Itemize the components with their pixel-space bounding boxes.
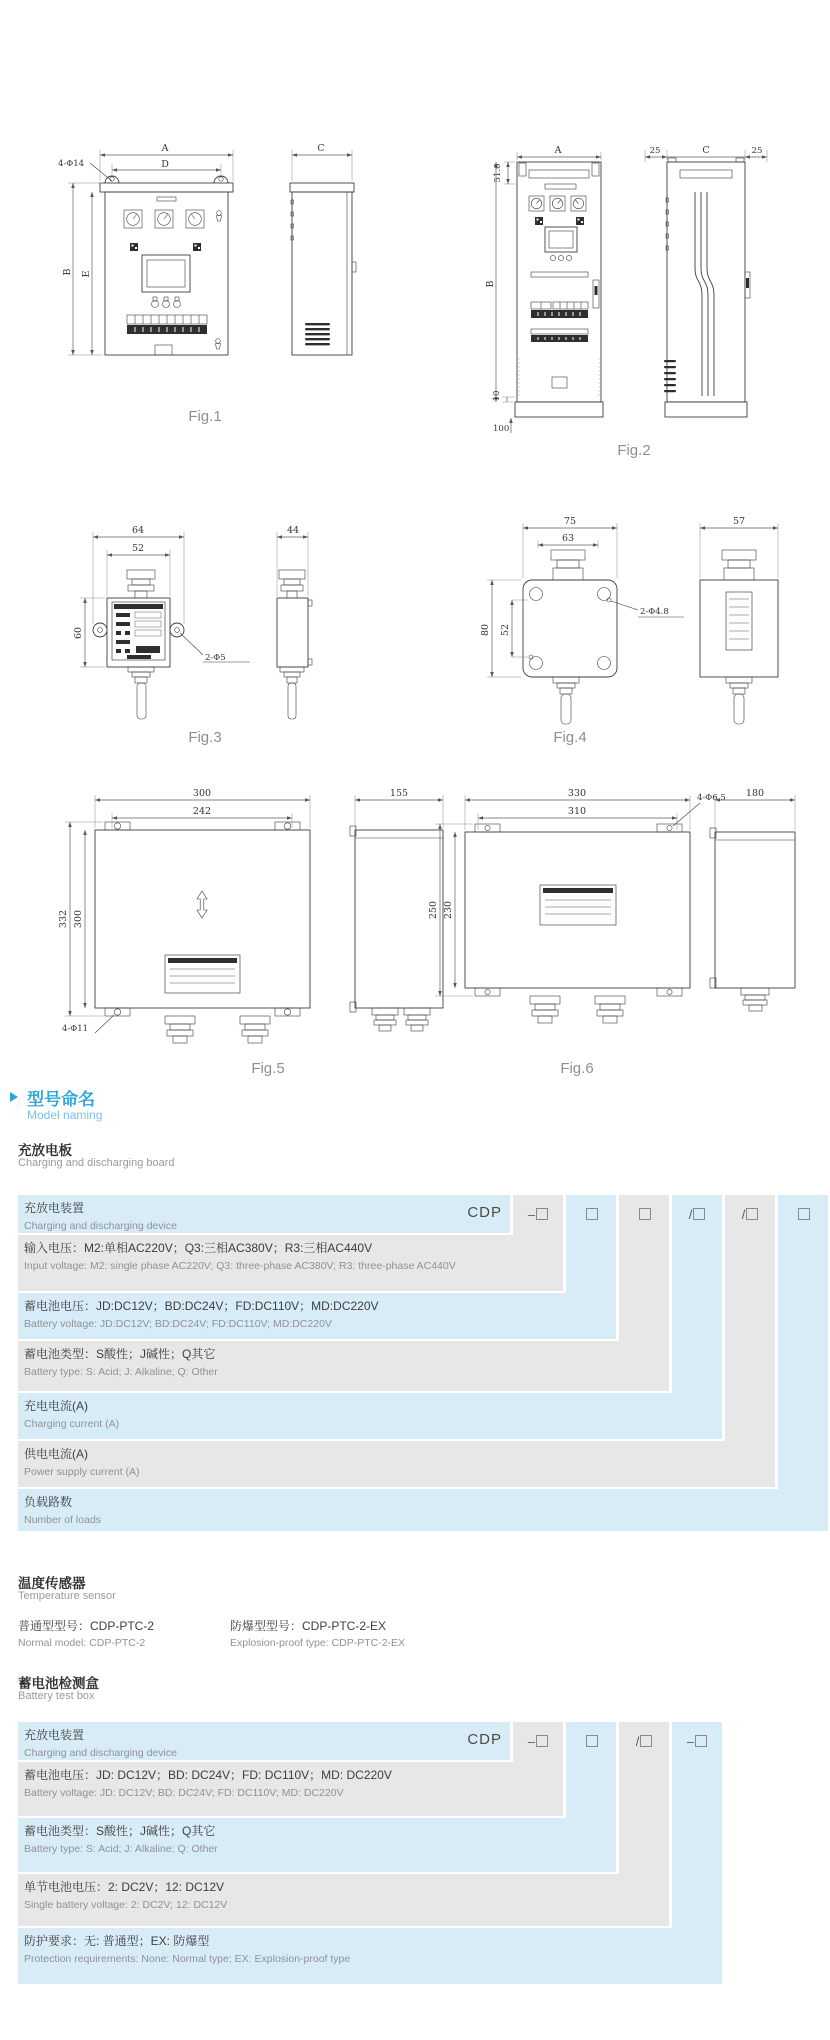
fig2-dim-right25: 25	[751, 146, 763, 156]
figure-6-drawing	[428, 788, 795, 1077]
temp-sensor-explosion-model: 防爆型型号：CDP-PTC-2-EX	[230, 1619, 387, 1633]
box-prefix: /	[688, 1206, 693, 1222]
board-code-box-2	[566, 1195, 616, 1233]
row-label-en: Number of loads	[24, 1514, 102, 1527]
row-label-cn: 供电电流(A)	[24, 1447, 88, 1461]
row-label-en: Battery type: S: Acid; J: Alkaline; Q: Other	[24, 1366, 218, 1379]
row-label-en: Charging current (A)	[24, 1418, 120, 1431]
placeholder-box-icon	[798, 1208, 810, 1220]
fig1-holes-label: 4-Φ14	[58, 159, 85, 169]
section-title: 型号命名	[27, 1090, 95, 1109]
fig1-dim-A: A	[161, 143, 169, 154]
fig6-dim-250: 250	[428, 900, 439, 920]
figure-3-drawing	[73, 525, 312, 746]
temp-sensor-explosion-model-en: Explosion-proof type: CDP-PTC-2-EX	[230, 1637, 406, 1649]
board-code-box-1	[513, 1195, 563, 1233]
row-label-en: Battery voltage: JD:DC12V; BD:DC24V; FD:DC110V; MD:DC220V	[24, 1318, 332, 1331]
figure-2-drawing	[485, 145, 767, 459]
fig5-dim-242: 242	[192, 806, 212, 817]
fig2-dim-B: B	[485, 280, 496, 288]
section-bullet-icon	[10, 1092, 18, 1102]
fig1-caption: Fig.1	[188, 408, 222, 425]
board-code-box-3	[619, 1195, 669, 1233]
board-row-supply-current	[18, 1441, 775, 1487]
row-label-cn: 充放电装置	[24, 1201, 85, 1215]
testbox-code-box-3	[619, 1722, 669, 1760]
section-title-en: Model naming	[27, 1108, 103, 1122]
board-code-box-6	[778, 1195, 828, 1233]
fig1-dim-C: C	[317, 143, 325, 154]
testbox-row-protection	[18, 1928, 722, 1984]
placeholder-box-icon	[639, 1208, 651, 1220]
board-code-box-5	[725, 1195, 775, 1233]
row-label-en: Charging and discharging device	[24, 1220, 177, 1233]
board-row-battery-voltage	[18, 1293, 616, 1339]
testbox-code-box-4	[672, 1722, 722, 1760]
temp-sensor-normal-model: 普通型型号：CDP-PTC-2	[18, 1619, 155, 1633]
fig2-dim-left25: 25	[649, 146, 661, 156]
board-row-charging-current	[18, 1393, 722, 1439]
placeholder-box-icon	[586, 1208, 598, 1220]
fig2-dim-C: C	[702, 145, 710, 156]
fig3-dim-60: 60	[73, 626, 84, 640]
testbox-code-box-2	[566, 1722, 616, 1760]
box-prefix: /	[635, 1733, 640, 1749]
fig4-dim-75: 75	[563, 516, 577, 527]
testbox-row-single-battery-voltage	[18, 1874, 669, 1926]
row-label-cn: 充电电流(A)	[24, 1399, 88, 1413]
fig6-holes-label: 4-Φ6.5	[697, 793, 726, 803]
box-prefix: –	[527, 1206, 536, 1222]
fig2-dim-A: A	[554, 145, 562, 156]
row-label-en: Battery voltage: JD: DC12V; BD: DC24V; FD: DC110V; MD: DC220V	[24, 1787, 344, 1800]
row-label-cn: 防护要求：无: 普通型；EX: 防爆型	[24, 1934, 210, 1948]
row-label-cn: 蓄电池电压：JD:DC12V；BD:DC24V；FD:DC110V；MD:DC220V	[24, 1299, 379, 1313]
fig3-caption: Fig.3	[188, 729, 222, 746]
row-label-cn: 充放电装置	[24, 1728, 85, 1742]
placeholder-box-icon	[693, 1208, 705, 1220]
figure-4-drawing	[480, 516, 778, 746]
fig2-dim-gap: 10	[492, 390, 502, 402]
placeholder-box-icon	[640, 1735, 652, 1747]
figure-5-drawing	[58, 788, 443, 1077]
fig5-holes-label: 4-Φ11	[62, 1024, 89, 1034]
row-label-cn: 单节电池电压：2: DC2V；12: DC12V	[24, 1880, 225, 1894]
row-label-en: Power supply current (A)	[24, 1466, 140, 1479]
fig3-dim-52: 52	[131, 543, 145, 554]
box-prefix: –	[686, 1733, 695, 1749]
temp-sensor-normal-model-en: Normal model: CDP-PTC-2	[18, 1637, 146, 1649]
fig6-dim-310: 310	[567, 806, 587, 817]
fig2-caption: Fig.2	[617, 442, 651, 459]
testbox-code: CDP	[467, 1731, 502, 1748]
testbox-row-battery-type	[18, 1818, 616, 1872]
temp-sensor-heading-en: Temperature sensor	[18, 1590, 116, 1602]
fig5-dim-300: 300	[192, 788, 212, 799]
fig4-caption: Fig.4	[553, 729, 587, 746]
fig1-dim-E: E	[81, 270, 92, 278]
fig5-dim-332: 332	[58, 909, 69, 929]
board-code: CDP	[467, 1204, 502, 1221]
board-heading-en: Charging and discharging board	[18, 1157, 175, 1169]
row-label-en: Charging and discharging device	[24, 1747, 177, 1760]
row-label-cn: 蓄电池类型：S酸性；J碱性；Q其它	[24, 1824, 216, 1838]
fig3-holes-label: 2-Φ5	[205, 653, 226, 663]
figure-1-drawing	[58, 143, 356, 425]
placeholder-box-icon	[536, 1208, 548, 1220]
fig6-caption: Fig.6	[560, 1060, 594, 1077]
testbox-code-box-1	[513, 1722, 563, 1760]
row-label-en: Battery type: S: Acid; J: Alkaline; Q: Other	[24, 1843, 218, 1856]
fig6-dim-330: 330	[567, 788, 587, 799]
temp-sensor-heading: 温度传感器	[18, 1576, 86, 1591]
fig5-dim-300b: 300	[73, 909, 84, 929]
row-label-en: Single battery voltage: 2: DC2V; 12: DC12V	[24, 1899, 228, 1912]
placeholder-box-icon	[695, 1735, 707, 1747]
row-label-cn: 蓄电池类型：S酸性；J碱性；Q其它	[24, 1347, 216, 1361]
board-row-battery-type	[18, 1341, 669, 1391]
fig2-dim-top: 51.6	[493, 163, 503, 183]
row-label-en: Input voltage: M2: single phase AC220V; Q3: three-phase AC380V; R3: three-phase AC440V	[24, 1260, 456, 1273]
fig4-dim-63: 63	[561, 533, 575, 544]
placeholder-box-icon	[746, 1208, 758, 1220]
fig3-dim-64: 64	[131, 525, 145, 536]
fig4-dim-52: 52	[500, 623, 511, 637]
placeholder-box-icon	[536, 1735, 548, 1747]
box-prefix: /	[741, 1206, 746, 1222]
fig4-dim-80: 80	[480, 623, 491, 637]
row-label-en: Protection requirements: None: Normal type; EX: Explosion-proof type	[24, 1953, 351, 1966]
board-strip-6	[778, 1195, 828, 1531]
fig4-dim-57: 57	[732, 516, 746, 527]
board-row-loads	[18, 1489, 828, 1531]
board-heading: 充放电板	[18, 1143, 72, 1158]
placeholder-box-icon	[586, 1735, 598, 1747]
testbox-row-battery-voltage	[18, 1762, 563, 1816]
row-label-cn: 蓄电池电压：JD: DC12V；BD: DC24V；FD: DC110V；MD: DC220V	[24, 1768, 392, 1782]
fig5-dim-155: 155	[389, 788, 409, 799]
fig5-caption: Fig.5	[251, 1060, 285, 1077]
fig4-holes-label: 2-Φ4.8	[640, 607, 669, 617]
fig1-dim-D: D	[161, 159, 169, 170]
fig2-dim-base: 100	[493, 424, 510, 434]
board-code-box-4	[672, 1195, 722, 1233]
test-box-heading-en: Battery test box	[18, 1690, 95, 1702]
fig6-dim-230: 230	[443, 900, 454, 920]
row-label-cn: 输入电压：M2:单相AC220V；Q3:三相AC380V；R3:三相AC440V	[24, 1241, 373, 1255]
box-prefix: –	[527, 1733, 536, 1749]
fig1-dim-B: B	[62, 268, 73, 276]
board-row-input-voltage	[18, 1235, 563, 1291]
test-box-heading: 蓄电池检测盒	[18, 1676, 99, 1691]
fig3-dim-44: 44	[286, 525, 300, 536]
fig6-dim-180: 180	[745, 788, 765, 799]
row-label-cn: 负载路数	[24, 1495, 73, 1509]
